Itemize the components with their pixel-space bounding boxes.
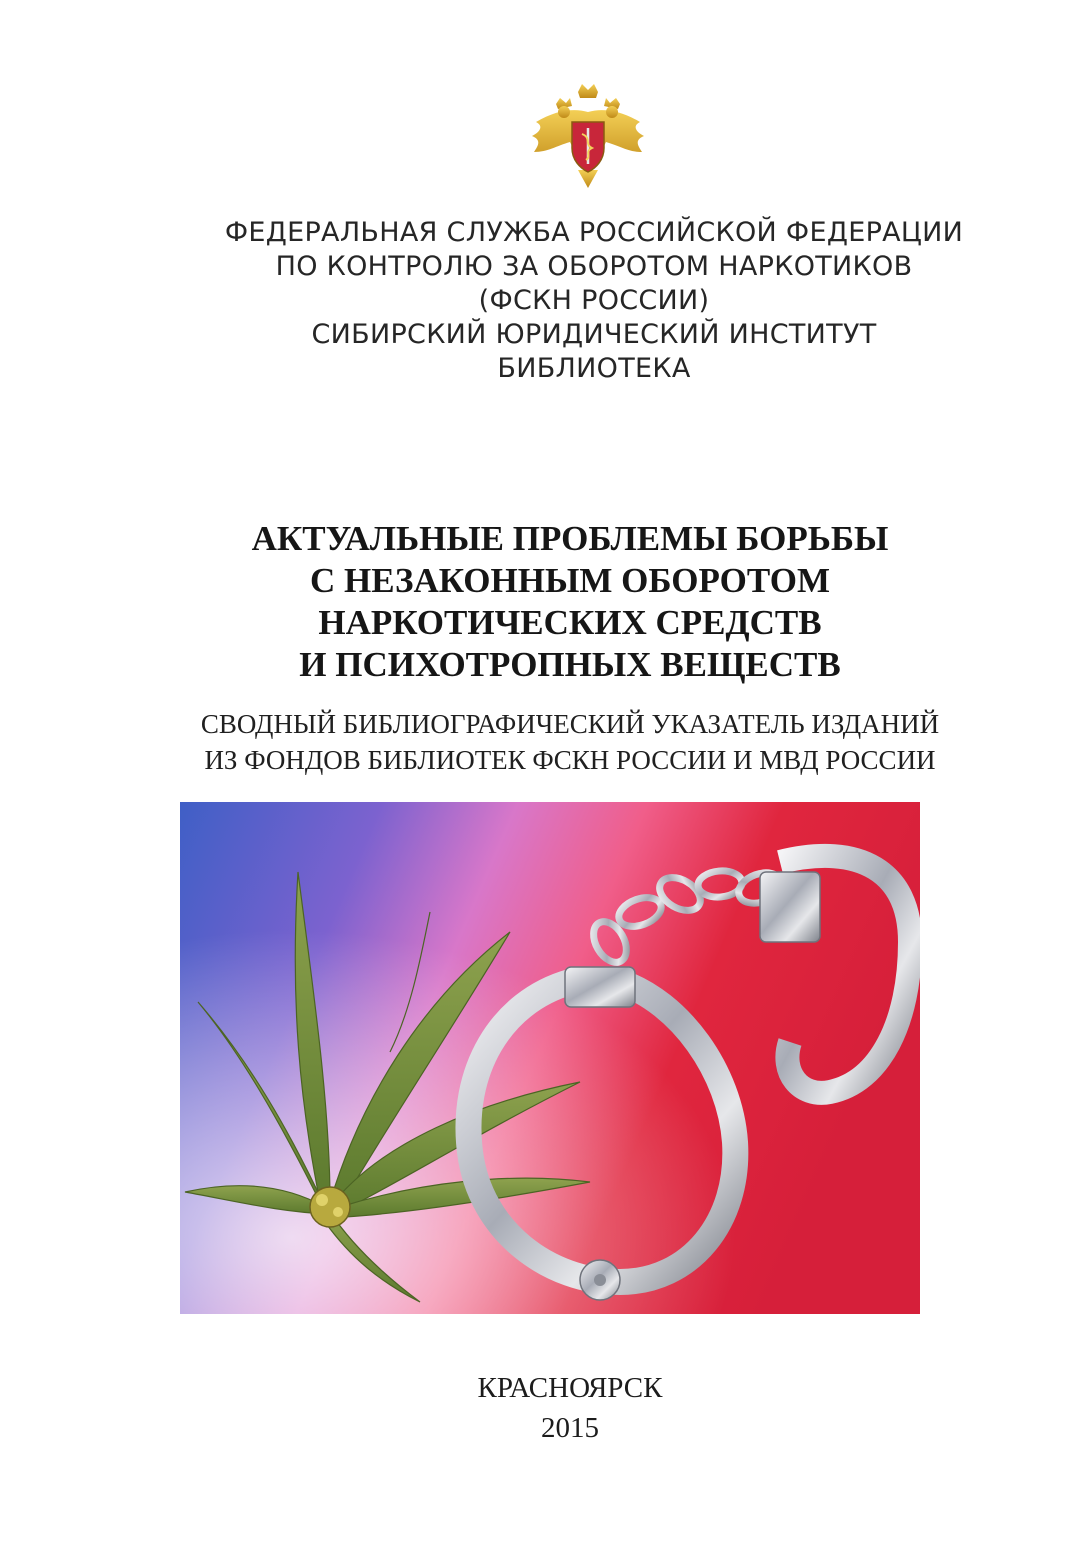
book-title xyxy=(120,518,1020,686)
subtitle-line: ИЗ ФОНДОВ БИБЛИОТЕК ФСКН РОССИИ И МВД РОССИИ xyxy=(204,745,936,775)
organization-line: ПО КОНТРОЛЮ ЗА ОБОРОТОМ НАРКОТИКОВ xyxy=(275,251,913,282)
double-headed-eagle-emblem-icon xyxy=(526,82,650,190)
subtitle-line: СВОДНЫЙ БИБЛИОГРАФИЧЕСКИЙ УКАЗАТЕЛЬ ИЗДАНИЙ xyxy=(200,709,940,739)
organization-line: (ФСКН РОССИИ) xyxy=(478,285,710,316)
organization-block xyxy=(120,216,1068,386)
organization-line: БИБЛИОТЕКА xyxy=(497,353,691,384)
title-line: НАРКОТИЧЕСКИХ СРЕДСТВ xyxy=(318,603,822,642)
title-line: И ПСИХОТРОПНЫХ ВЕЩЕСТВ xyxy=(299,645,841,684)
organization-line: СИБИРСКИЙ ЮРИДИЧЕСКИЙ ИНСТИТУТ xyxy=(311,319,877,350)
organization-line: ФЕДЕРАЛЬНАЯ СЛУЖБА РОССИЙСКОЙ ФЕДЕРАЦИИ xyxy=(224,217,964,248)
title-line: АКТУАЛЬНЫЕ ПРОБЛЕМЫ БОРЬБЫ xyxy=(251,519,889,558)
cannabis-leaf-and-handcuffs-icon xyxy=(180,802,920,1314)
book-subtitle xyxy=(120,706,1020,778)
publication-city: КРАСНОЯРСК xyxy=(477,1372,663,1404)
title-line: С НЕЗАКОННЫМ ОБОРОТОМ xyxy=(310,561,830,600)
imprint-block xyxy=(120,1368,1020,1448)
publication-year: 2015 xyxy=(541,1412,599,1444)
